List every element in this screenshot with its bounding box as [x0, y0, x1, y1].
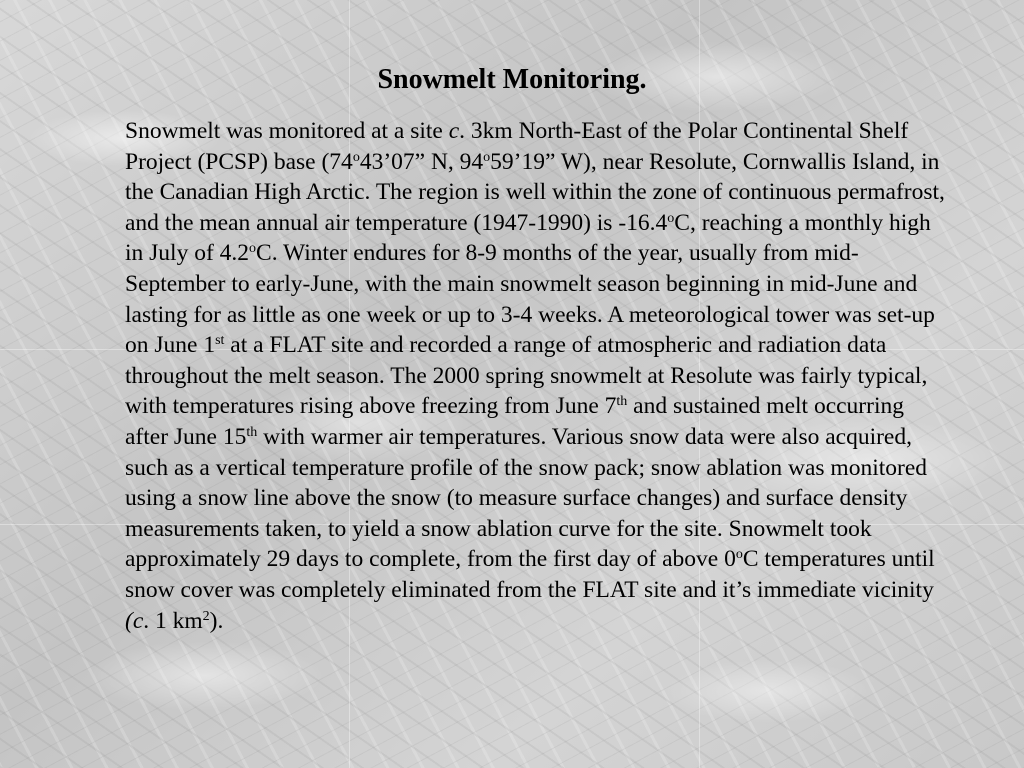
body-segment: and sustained melt occurring after June 15: [125, 393, 904, 450]
body-segment: C temperatures until snow cover was completely eliminated from the FLAT site and it’s immediate vicinity: [125, 546, 935, 603]
body-segment: Snowmelt was monitored at a site: [125, 118, 449, 144]
degree-mark: o: [735, 547, 743, 563]
body-segment: . 1 km: [143, 607, 203, 634]
degree-mark: o: [667, 210, 675, 226]
body-segment: 43’07” N, 94: [359, 148, 484, 175]
body-segment: with warmer air temperatures. Various snow data were also acquired, such as a vertical temperature profile of the snow pack; snow ablation was monitored using a snow line above the snow (to measure surface changes) and surface density measurements taken, to yield a snow ablation curve for the site. Snowmelt took approximately 29 days to complete, from the first day of above 0: [125, 423, 928, 573]
circa-abbrev: (c: [125, 607, 144, 634]
circa-abbrev: c: [448, 118, 460, 144]
degree-mark: o: [483, 149, 491, 165]
degree-mark: o: [249, 241, 257, 257]
body-segment: 59’19” W), near Resolute, Cornwallis Island, in the Canadian High Arctic. The region is well within the zone of continuous permafrost, and the mean annual air temperature (1947-1990) is -16.4: [125, 148, 945, 236]
body-segment: ).: [209, 607, 224, 634]
body-segment: C. Winter endures for 8-9 months of the year, usually from mid-September to early-June, with the main snowmelt season beginning in mid-June and lasting for as little as one week or up to 3-4 weeks. A meteorological tower was set-up on June 1: [125, 240, 935, 359]
ordinal-suffix: st: [215, 333, 225, 349]
ordinal-suffix: th: [616, 394, 628, 410]
body-segment: C, reaching a monthly high in July of 4.2: [125, 209, 931, 267]
degree-mark: o: [352, 149, 360, 165]
slide-body-text: [125, 116, 945, 636]
ordinal-suffix: th: [246, 424, 258, 440]
squared-exponent: 2: [202, 608, 210, 624]
body-segment: at a FLAT site and recorded a range of atmospheric and radiation data throughout the melt season. The 2000 spring snowmelt at Resolute was fairly typical, with temperatures rising above freezing from June 7: [125, 332, 928, 420]
slide-title: Snowmelt Monitoring.: [377, 64, 647, 95]
body-segment: . 3km North-East of the Polar Continental Shelf Project (PCSP) base (74: [125, 118, 909, 175]
